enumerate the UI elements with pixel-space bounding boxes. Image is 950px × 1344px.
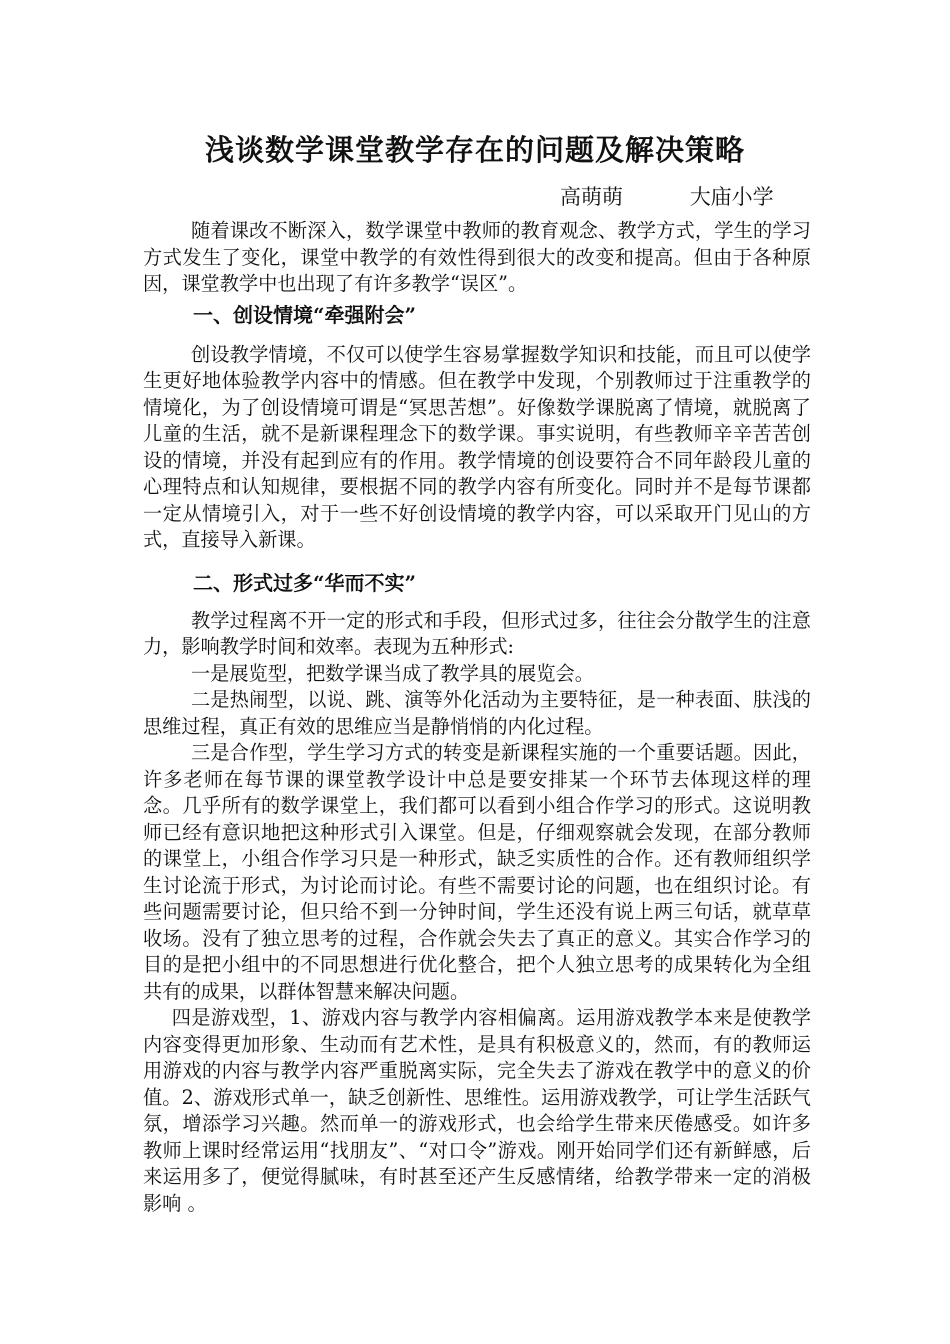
section-2-item-4: 四是游戏型，1、游戏内容与教学内容相偏离。运用游戏教学本来是使教学内容变得更加形象、生动而有艺术性，是具有积极意义的，然而，有的教师运用游戏的内容与教学内容严重脱离实际，完全失去了游戏在教学中的意义的价值。2、游戏形式单一，缺乏创新性、思维性。运用游戏教学，可让学生活跃气氛，增添学习兴趣。然而单一的游戏形式，也会给学生带来厌倦感受。如许多教师上课时经常运用“找朋友”、“对口令”游戏。刚开始同学们还有新鲜感，后来运用多了，便觉得腻味，有时甚至还产生反感情绪，给教学带来一定的消极影响 。 [143, 1006, 811, 1215]
section-2-item-2: 二是热闹型，以说、跳、演等外化活动为主要特征，是一种表面、肤浅的思维过程，真正有效的思维应当是静悄悄的内化过程。 [143, 688, 811, 738]
section-1-heading: 一、创设情境“牵强附会” [193, 302, 417, 327]
section-2-heading: 二、形式过多“华而不实” [193, 570, 417, 595]
byline [560, 180, 860, 214]
intro-paragraph: 随着课改不断深入，数学课堂中教师的教育观念、教学方式，学生的学习方式发生了变化，课堂中教学的有效性得到很大的改变和提高。但由于各种原因，课堂教学中也出现了有许多教学“误区”。 [143, 219, 811, 295]
document-title: 浅谈数学课堂教学存在的问题及解决策略 [204, 133, 745, 167]
section-2-item-3: 三是合作型，学生学习方式的转变是新课程实施的一个重要话题。因此，许多老师在每节课的课堂教学设计中总是要安排某一个环节去体现这样的理念。几乎所有的数学课堂上，我们都可以看到小组合作学习的形式。这说明教师已经有意识地把这种形式引入课堂。但是，仔细观察就会发现，在部分教师的课堂上，小组合作学习只是一种形式，缺乏实质性的合作。还有教师组织学生讨论流于形式，为讨论而讨论。有些不需要讨论的问题，也在组织讨论。有些问题需要讨论，但只给不到一分钟时间，学生还没有说上两三句话，就草草收场。没有了独立思考的过程，合作就会失去了真正的意义。其实合作学习的目的是把小组中的不同思想进行优化整合，把个人独立思考的成果转化为全组共有的成果，以群体智慧来解决问题。 [143, 741, 811, 1003]
author-school: 大庙小学 [689, 185, 774, 209]
section-1-paragraph: 创设教学情境，不仅可以使学生容易掌握数学知识和技能，而且可以使学生更好地体验教学内容中的情感。但在教学中发现，个别教师过于注重教学的情境化，为了创设情境可谓是“冥思苦想”。好像数学课脱离了情境，就脱离了儿童的生活，就不是新课程理念下的数学课。事实说明，有些教师辛辛苦苦创设的情境，并没有起到应有的作用。教学情境的创设要符合不同年龄段儿童的心理特点和认知规律，要根据不同的教学内容有所变化。同时并不是每节课都一定从情境引入，对于一些不好创设情境的教学内容，可以采取开门见山的方式，直接导入新课。 [143, 342, 811, 551]
document-body [143, 218, 811, 1217]
author-name: 高萌萌 [560, 185, 623, 209]
section-2-intro: 教学过程离不开一定的形式和手段，但形式过多，往往会分散学生的注意力，影响教学时间和效率。表现为五种形式: [143, 608, 811, 658]
section-2-item-1: 一是展览型，把数学课当成了教学具的展览会。 [191, 661, 594, 685]
